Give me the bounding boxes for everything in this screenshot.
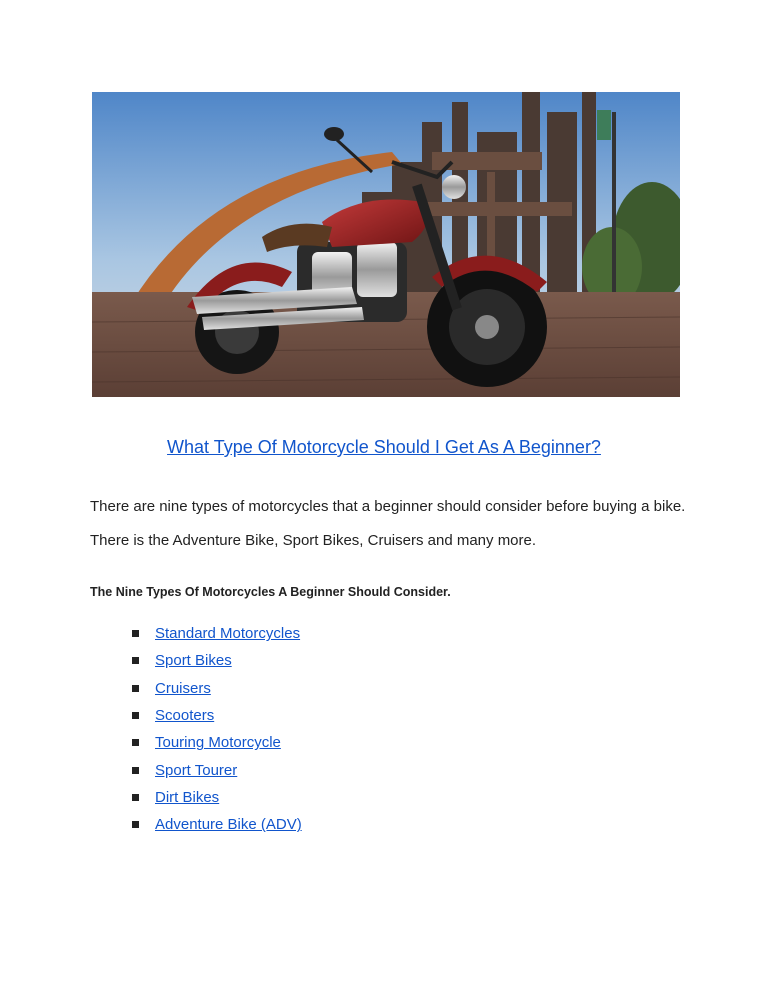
square-bullet-icon	[132, 712, 139, 719]
page-title[interactable]: What Type Of Motorcycle Should I Get As A Beginner?	[167, 437, 601, 457]
list-item	[131, 756, 302, 783]
link-dirt-bikes[interactable]: Dirt Bikes	[155, 788, 220, 806]
hero-image	[92, 92, 680, 397]
link-touring-motorcycle[interactable]: Touring Motorcycle	[155, 734, 281, 752]
square-bullet-icon	[132, 685, 139, 692]
list-item	[131, 675, 302, 702]
list-item	[131, 784, 302, 811]
link-sport-tourer[interactable]: Sport Tourer	[155, 761, 238, 779]
square-bullet-icon	[132, 821, 139, 828]
link-scooters[interactable]: Scooters	[155, 707, 215, 725]
square-bullet-icon	[132, 794, 139, 801]
motorcycle-photo	[92, 92, 680, 397]
link-standard-motorcycles[interactable]: Standard Motorcycles	[155, 625, 301, 643]
square-bullet-icon	[132, 767, 139, 774]
link-sport-bikes[interactable]: Sport Bikes	[155, 652, 232, 670]
motorcycle-types-list	[131, 620, 302, 838]
square-bullet-icon	[132, 657, 139, 664]
list-item	[131, 620, 302, 647]
intro-paragraph: There are nine types of motorcycles that a beginner should consider before buying a bike. There is the Adventure Bike, Sport Bikes, Cruisers and many more.	[90, 498, 686, 549]
list-item	[131, 647, 302, 674]
link-cruisers[interactable]: Cruisers	[155, 679, 211, 697]
square-bullet-icon	[132, 739, 139, 746]
list-item	[131, 702, 302, 729]
list-item	[131, 729, 302, 756]
link-adventure-bike[interactable]: Adventure Bike (ADV)	[155, 816, 302, 834]
section-heading: The Nine Types Of Motorcycles A Beginner Should Consider.	[90, 585, 451, 599]
square-bullet-icon	[132, 630, 139, 637]
list-item	[131, 811, 302, 838]
